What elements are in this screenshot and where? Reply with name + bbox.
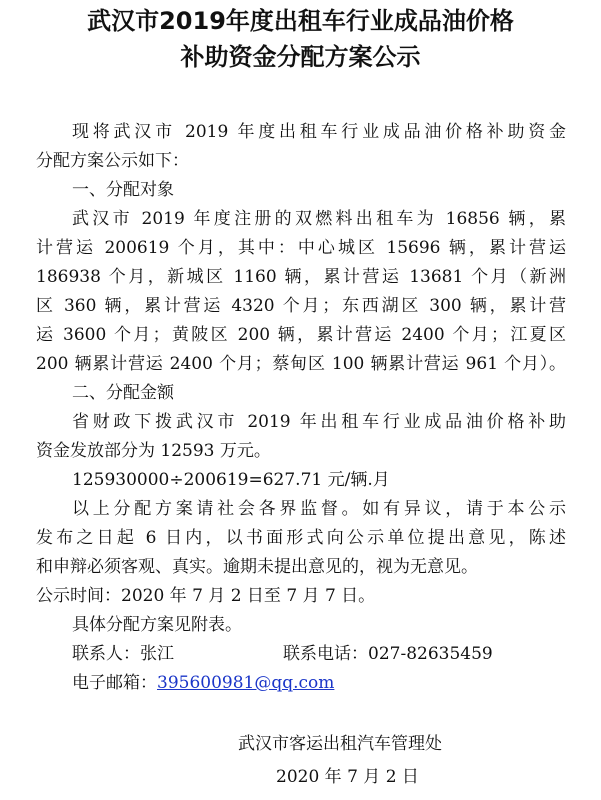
section-2-line-2: 资金发放部分为 12593 万元。: [36, 441, 271, 461]
signature-organization: 武汉市客运出租汽车管理处: [238, 734, 442, 754]
supervision-line-1: 以上分配方案请社会各界监督。如有异议，请于本公示: [72, 499, 566, 519]
section-1-line-3: 186938 个月，新城区 1160 辆，累计营运 13681 个月（新洲: [36, 267, 566, 287]
document-title-line-1: 武汉市2019年度出租车行业成品油价格: [87, 7, 514, 35]
email-link[interactable]: 395600981@qq.com: [157, 673, 335, 693]
section-1-line-6: 200 辆累计营运 2400 个月；蔡甸区 100 辆累计营运 961 个月）。: [36, 354, 566, 374]
section-1-line-4: 区 360 辆，累计营运 4320 个月；东西湖区 300 辆，累计营: [36, 296, 566, 316]
email-label: 电子邮箱：: [72, 673, 157, 693]
signature-date: 2020 年 7 月 2 日: [276, 767, 419, 787]
intro-paragraph-line-2: 分配方案公示如下：: [36, 151, 189, 171]
subsidy-formula: 125930000÷200619=627.71 元/辆.月: [72, 470, 390, 490]
intro-paragraph-line-1: 现将武汉市 2019 年度出租车行业成品油价格补助资金: [72, 122, 566, 142]
section-1-line-1: 武汉市 2019 年度注册的双燃料出租车为 16856 辆，累: [72, 209, 566, 229]
supervision-line-2: 发布之日起 6 日内，以书面形式向公示单位提出意见，陈述: [36, 528, 566, 548]
section-1-line-2: 计营运 200619 个月，其中：中心城区 15696 辆，累计营运: [36, 238, 566, 258]
section-1-heading: 一、分配对象: [72, 180, 174, 200]
contact-phone: 联系电话：027-82635459: [283, 644, 493, 664]
contact-person: 联系人：张江: [72, 644, 174, 664]
section-1-line-5: 运 3600 个月；黄陂区 200 辆，累计营运 2400 个月；江夏区: [36, 325, 566, 345]
attachment-note: 具体分配方案见附表。: [72, 615, 242, 635]
section-2-heading: 二、分配金额: [72, 383, 174, 403]
email-row: [72, 672, 334, 694]
supervision-line-3: 和申辩必须客观、真实。逾期未提出意见的，视为无意见。: [36, 557, 478, 577]
announcement-period: 公示时间：2020 年 7 月 2 日至 7 月 7 日。: [36, 586, 376, 606]
document-title-line-2: 补助资金分配方案公示: [180, 43, 421, 71]
section-2-line-1: 省财政下拨武汉市 2019 年出租车行业成品油价格补助: [72, 412, 566, 432]
